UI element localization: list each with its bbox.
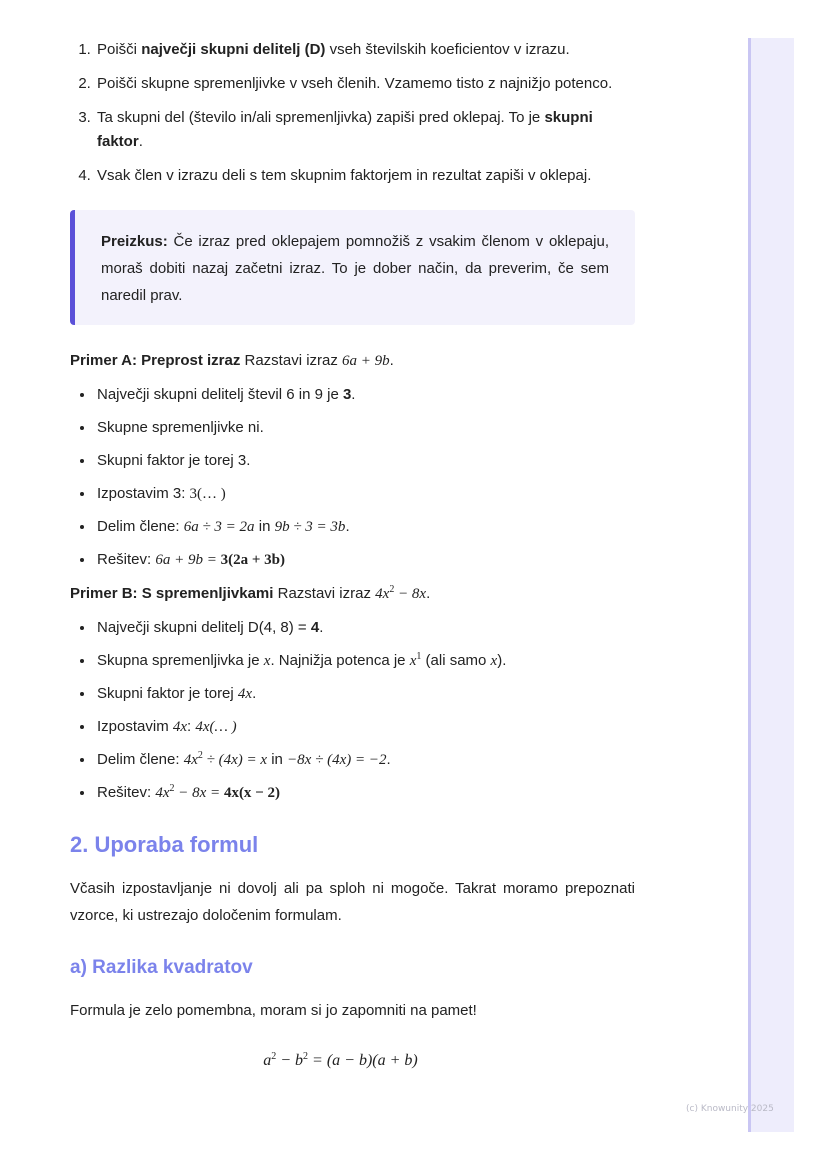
section-heading: 2. Uporaba formul: [70, 832, 259, 857]
list-item: • Največji skupni delitelj D(4, 8) = 4.: [95, 616, 635, 640]
list-item: • Rešitev: $4x^2 - 8x = 4x(x - 2)$: [95, 781, 635, 805]
subsection-paragraph: Formula je zelo pomembna, moram si jo zapomniti na pamet!: [70, 1002, 477, 1019]
list-item: • Delim člene: 6a ÷ 3 = 2a in 9b ÷ 3 = 3b.: [95, 515, 635, 539]
list-item: • Izpostavim 4x: 4x(… ): [95, 715, 635, 739]
check-callout: [70, 210, 635, 325]
list-item: 4. Vsak člen v izrazu deli s tem skupnim faktorjem in rezultat zapiši v oklepaj.: [95, 164, 635, 188]
copyright-notice: (c) Knowunity 2025: [686, 1104, 774, 1114]
list-item: • Največji skupni delitelj števil 6 in 9 je 3.: [95, 383, 635, 407]
list-item: • Rešitev: 6a + 9b = 3(2a + 3b): [95, 548, 635, 572]
list-item: • Skupne spremenljivke ni.: [95, 416, 635, 440]
list-item: 1. Poišči največji skupni delitelj (D) vseh številskih koeficientov v izrazu.: [95, 38, 635, 62]
list-item: • Izpostavim 3: 3(… ): [95, 482, 635, 506]
callout-text: Če izraz pred oklepajem pomnožiš z vsakim členom v oklepaju, moraš dobiti nazaj začetni izraz. To je dober način, da preverim, če sem naredil prav.: [101, 233, 609, 304]
list-item: • Delim člene: $4x^2 \div (4x) = x$ in −8x ÷ (4x) = −2.: [95, 748, 635, 772]
example-b-title: Primer B: S spremenljivkami Razstavi izraz $4x^2 - 8x$.: [70, 584, 431, 602]
list-item: 2. Poišči skupne spremenljivke v vseh členih. Vzamemo tisto z najnižjo potenco.: [95, 72, 635, 96]
list-item: • Skupni faktor je torej 4x.: [95, 682, 635, 706]
section-paragraph: Včasih izpostavljanje ni dovolj ali pa sploh ni mogoče. Takrat moramo prepoznati vzorce, ki ustrezajo določenim formulam.: [70, 880, 635, 924]
list-item: 3. Ta skupni del (število in/ali spremenljivka) zapiši pred oklepaj. To je skupni faktor.: [95, 106, 635, 154]
callout-label: Preizkus:: [101, 233, 168, 250]
list-item: • Skupni faktor je torej 3.: [95, 449, 635, 473]
example-a-title: Primer A: Preprost izraz Razstavi izraz 6a + 9b.: [70, 352, 394, 369]
difference-of-squares-formula: $a^2 - b^2 = (a - b)(a + b)$: [263, 1051, 418, 1069]
side-margin-bar: [748, 38, 794, 1132]
list-item: • Skupna spremenljivka je x. Najnižja potenca je $x^1$ (ali samo x).: [95, 649, 635, 673]
subsection-heading: a) Razlika kvadratov: [70, 957, 253, 978]
content-column: [70, 38, 635, 1073]
example-a-list: [70, 383, 635, 572]
example-b-list: [70, 616, 635, 805]
factoring-steps-list: [70, 38, 635, 188]
